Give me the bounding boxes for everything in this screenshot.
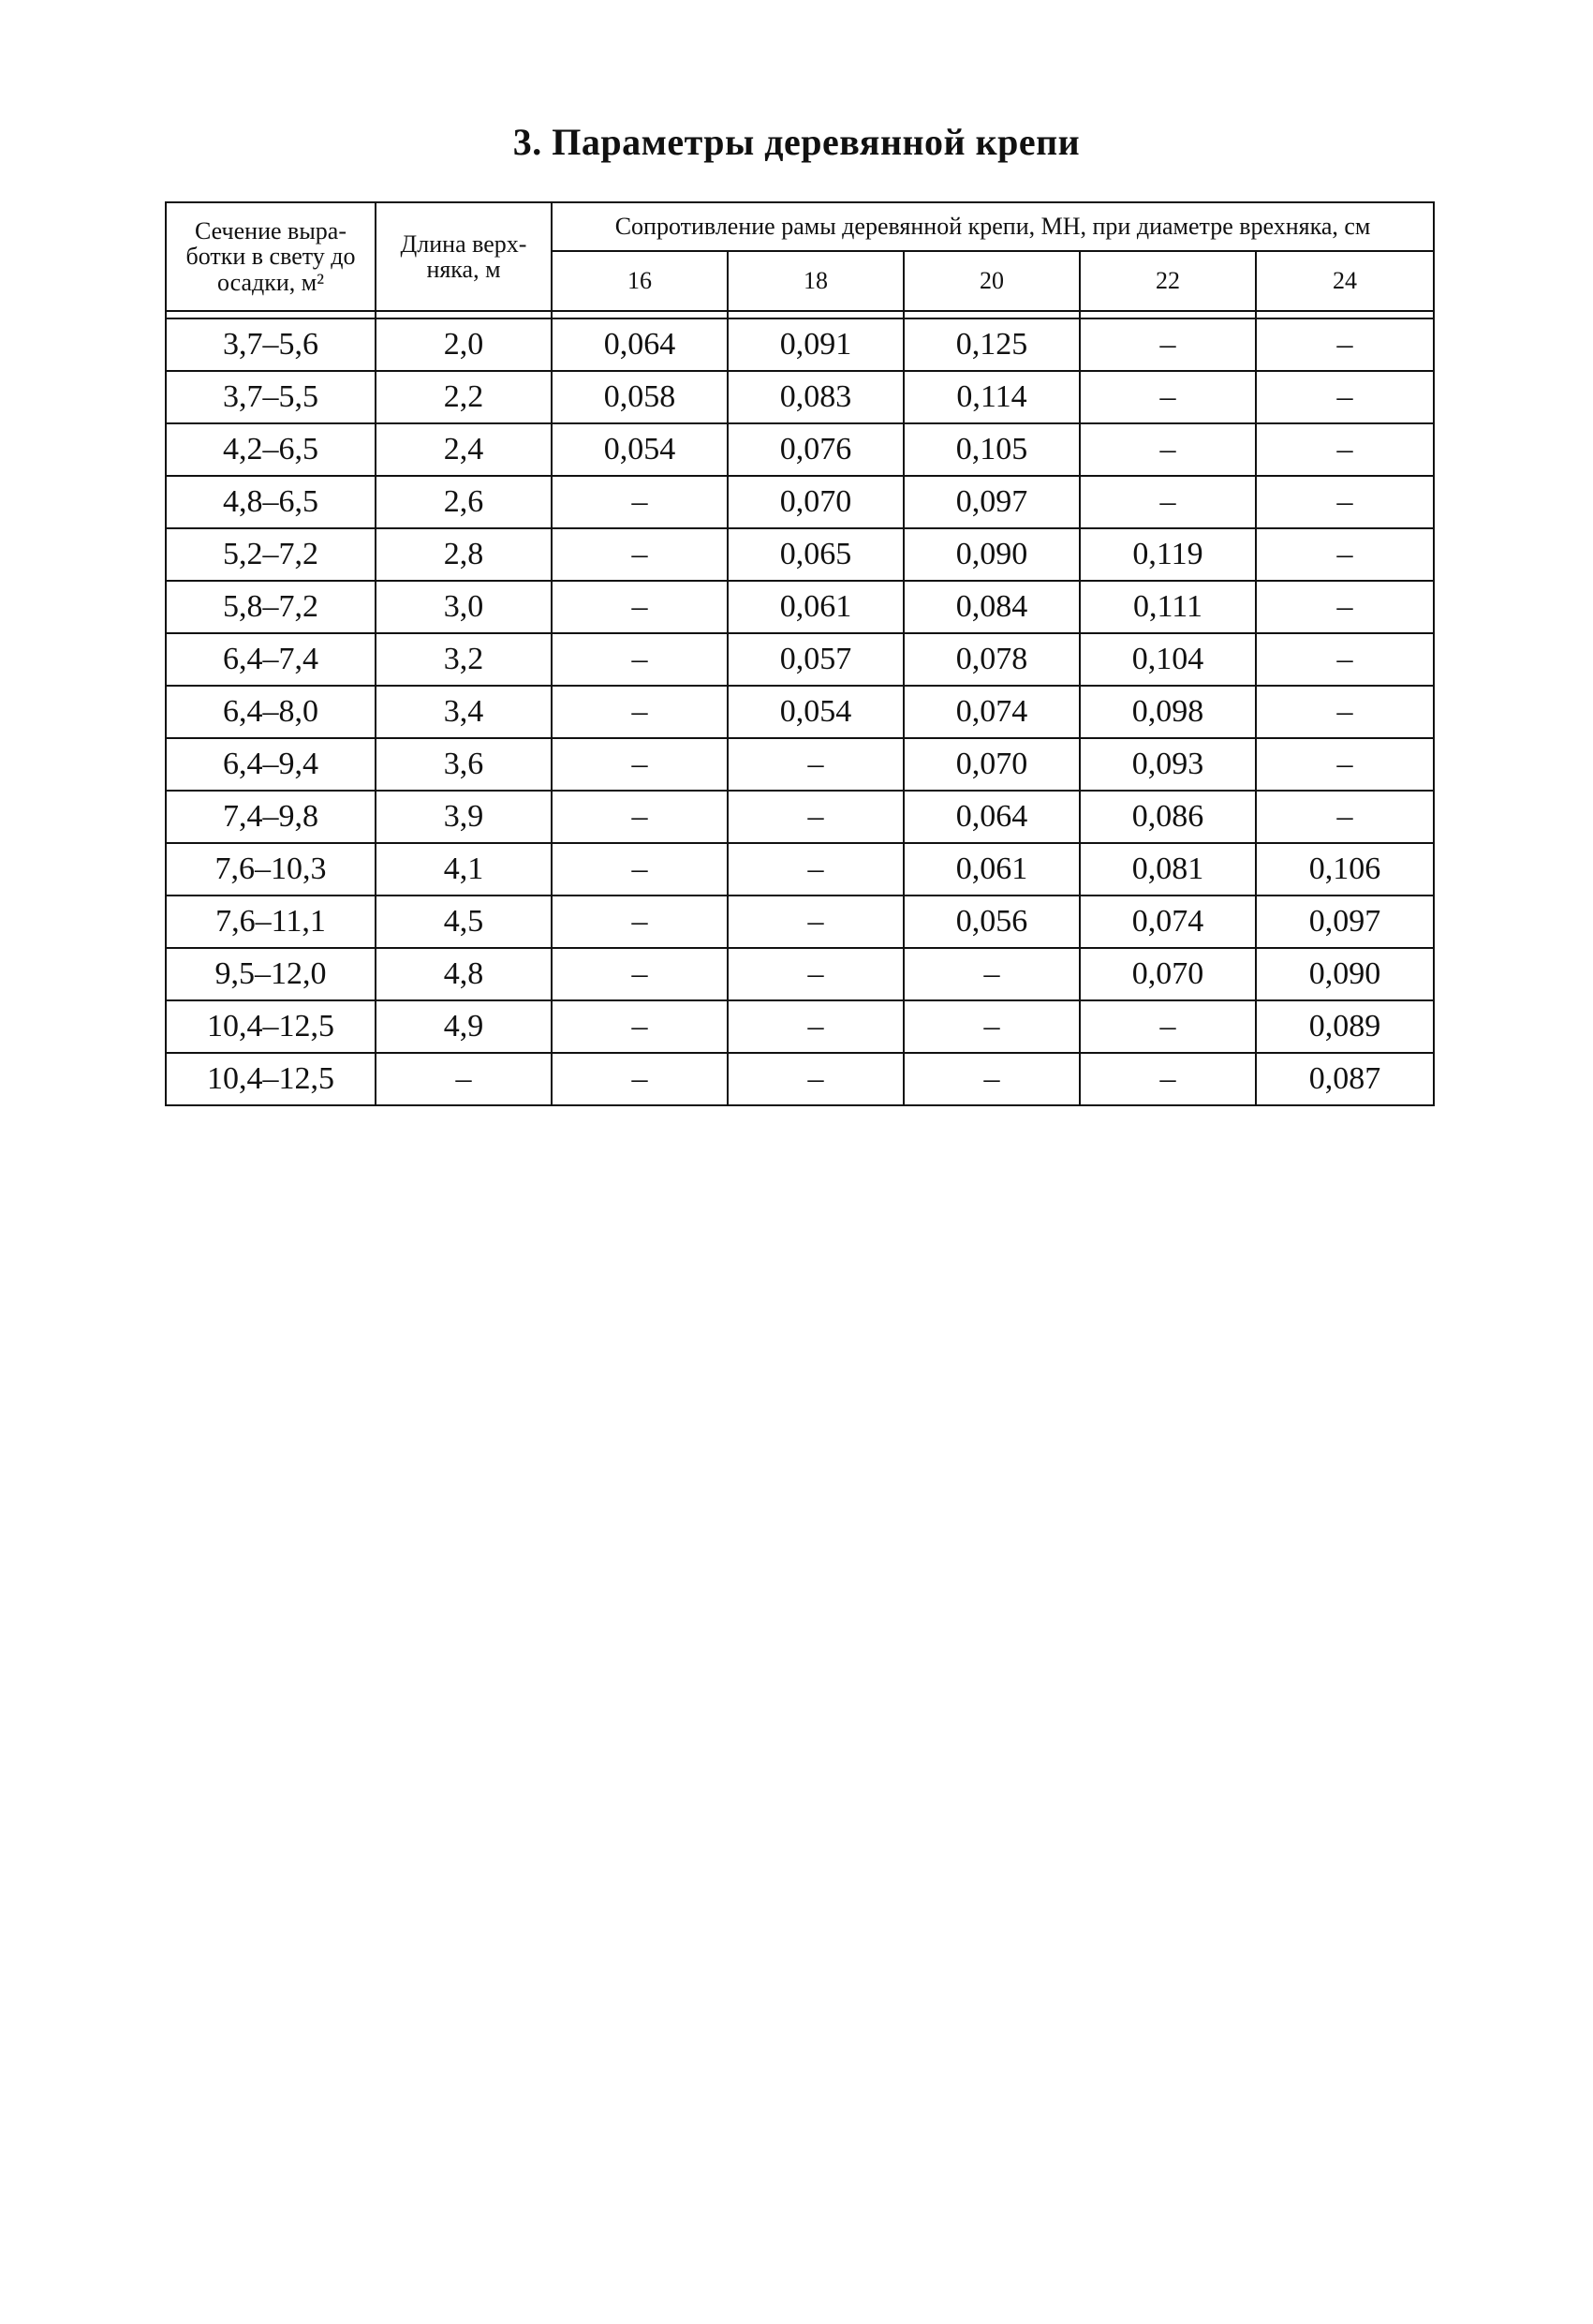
table-cell: 0,091 [728, 318, 904, 371]
table-cell: – [1256, 581, 1434, 633]
table-cell: 0,074 [904, 686, 1080, 738]
table-cell: – [728, 1053, 904, 1105]
table-cell: 0,064 [552, 318, 728, 371]
table-cell: – [728, 791, 904, 843]
table-cell: 5,8–7,2 [166, 581, 376, 633]
table-cell: 3,4 [376, 686, 552, 738]
table-cell: – [552, 476, 728, 528]
table-cell: 0,078 [904, 633, 1080, 686]
table-cell: 0,098 [1080, 686, 1256, 738]
table-cell: – [1256, 318, 1434, 371]
table-cell: – [552, 948, 728, 1000]
table-cell: – [1256, 371, 1434, 423]
table-cell: – [728, 738, 904, 791]
table-cell: – [1256, 528, 1434, 581]
header-separator [166, 311, 1434, 318]
table-cell: 4,9 [376, 1000, 552, 1053]
table-cell: 5,2–7,2 [166, 528, 376, 581]
separator-cell [1080, 311, 1256, 318]
table-cell: – [904, 1053, 1080, 1105]
table-row [166, 528, 1434, 581]
table-cell: – [552, 528, 728, 581]
header-diameter: 22 [1080, 251, 1256, 311]
table-cell: 3,7–5,5 [166, 371, 376, 423]
table-cell: 0,061 [904, 843, 1080, 896]
table-cell: 0,090 [904, 528, 1080, 581]
table-cell: 0,061 [728, 581, 904, 633]
separator-cell [904, 311, 1080, 318]
header-diameter: 16 [552, 251, 728, 311]
separator-cell [166, 311, 376, 318]
table-row [166, 686, 1434, 738]
table-row [166, 318, 1434, 371]
table-cell: 7,4–9,8 [166, 791, 376, 843]
table-cell: 0,054 [728, 686, 904, 738]
separator-cell [552, 311, 728, 318]
table-cell: 2,8 [376, 528, 552, 581]
table-cell: 0,114 [904, 371, 1080, 423]
table-cell: 7,6–10,3 [166, 843, 376, 896]
table-row [166, 948, 1434, 1000]
table-cell: 4,2–6,5 [166, 423, 376, 476]
table-cell: 4,5 [376, 896, 552, 948]
table-cell: 10,4–12,5 [166, 1053, 376, 1105]
table-cell: 6,4–8,0 [166, 686, 376, 738]
separator-cell [728, 311, 904, 318]
table-cell: 7,6–11,1 [166, 896, 376, 948]
table-cell: – [904, 1000, 1080, 1053]
table-row [166, 738, 1434, 791]
table-cell: 0,070 [904, 738, 1080, 791]
table-cell: – [1256, 791, 1434, 843]
table-cell: 0,058 [552, 371, 728, 423]
table-cell: – [1080, 476, 1256, 528]
table-cell: – [552, 738, 728, 791]
page-title: 3. Параметры деревянной крепи [512, 121, 1081, 163]
table-row [166, 1053, 1434, 1105]
table-cell: 2,6 [376, 476, 552, 528]
table-cell: 0,111 [1080, 581, 1256, 633]
table-cell: 0,105 [904, 423, 1080, 476]
table-row [166, 476, 1434, 528]
header-diameter: 24 [1256, 251, 1434, 311]
table-cell: – [552, 1053, 728, 1105]
table-cell: – [376, 1053, 552, 1105]
table-row [166, 1000, 1434, 1053]
header-section-area: Сечение выра-ботки в свету до осадки, м² [166, 202, 376, 311]
table-cell: 0,093 [1080, 738, 1256, 791]
table-cell: – [1080, 318, 1256, 371]
table-cell: 9,5–12,0 [166, 948, 376, 1000]
table-cell: 6,4–9,4 [166, 738, 376, 791]
table-cell: 0,087 [1256, 1053, 1434, 1105]
table-cell: 0,083 [728, 371, 904, 423]
table-cell: 0,119 [1080, 528, 1256, 581]
table-cell: 0,056 [904, 896, 1080, 948]
table-cell: 0,097 [1256, 896, 1434, 948]
table-row [166, 633, 1434, 686]
header-resistance-group: Сопротивление рамы деревянной крепи, МН, при диаметре врехняка, см [552, 202, 1434, 251]
table-cell: 0,070 [1080, 948, 1256, 1000]
table-cell: – [1080, 423, 1256, 476]
table-cell: 0,076 [728, 423, 904, 476]
table-row [166, 791, 1434, 843]
table-cell: 3,6 [376, 738, 552, 791]
separator-cell [376, 311, 552, 318]
table-cell: – [1080, 1000, 1256, 1053]
table-cell: – [552, 1000, 728, 1053]
table-cell: 0,084 [904, 581, 1080, 633]
table-row [166, 423, 1434, 476]
table-cell: – [552, 896, 728, 948]
table-cell: 0,089 [1256, 1000, 1434, 1053]
table-cell: 3,0 [376, 581, 552, 633]
table-row [166, 843, 1434, 896]
table-cell: 2,0 [376, 318, 552, 371]
table-cell: 4,1 [376, 843, 552, 896]
table-cell: 4,8–6,5 [166, 476, 376, 528]
table-cell: – [1080, 371, 1256, 423]
table-cell: 3,2 [376, 633, 552, 686]
table-cell: – [1256, 633, 1434, 686]
table-cell: – [1256, 738, 1434, 791]
table-cell: – [552, 791, 728, 843]
table-cell: – [728, 1000, 904, 1053]
table-cell: 0,070 [728, 476, 904, 528]
table-cell: 0,064 [904, 791, 1080, 843]
separator-cell [1256, 311, 1434, 318]
table-cell: 3,9 [376, 791, 552, 843]
table-cell: 0,106 [1256, 843, 1434, 896]
table-cell: 4,8 [376, 948, 552, 1000]
table-cell: 0,057 [728, 633, 904, 686]
table-cell: 0,054 [552, 423, 728, 476]
table-cell: 0,104 [1080, 633, 1256, 686]
header-cap-length: Длина верх-няка, м [376, 202, 552, 311]
table-cell: – [1256, 686, 1434, 738]
table-row [166, 896, 1434, 948]
table-cell: – [1080, 1053, 1256, 1105]
table-cell: 0,086 [1080, 791, 1256, 843]
table-cell: – [728, 896, 904, 948]
table-cell: 3,7–5,6 [166, 318, 376, 371]
timber-support-table [165, 201, 1435, 1106]
table-cell: 0,090 [1256, 948, 1434, 1000]
table-cell: – [1256, 423, 1434, 476]
table-cell: 2,4 [376, 423, 552, 476]
table-cell: 0,065 [728, 528, 904, 581]
table-row [166, 581, 1434, 633]
table-cell: – [552, 843, 728, 896]
table-cell: 10,4–12,5 [166, 1000, 376, 1053]
table-cell: – [552, 686, 728, 738]
header-diameter: 20 [904, 251, 1080, 311]
table-row [166, 371, 1434, 423]
table-cell: 6,4–7,4 [166, 633, 376, 686]
table-cell: 2,2 [376, 371, 552, 423]
table-cell: – [904, 948, 1080, 1000]
table-cell: – [552, 581, 728, 633]
table-cell: 0,097 [904, 476, 1080, 528]
table-cell: – [728, 843, 904, 896]
table-cell: 0,074 [1080, 896, 1256, 948]
table-cell: – [1256, 476, 1434, 528]
table-cell: 0,081 [1080, 843, 1256, 896]
table-cell: – [552, 633, 728, 686]
table-cell: – [728, 948, 904, 1000]
header-diameter: 18 [728, 251, 904, 311]
table-cell: 0,125 [904, 318, 1080, 371]
